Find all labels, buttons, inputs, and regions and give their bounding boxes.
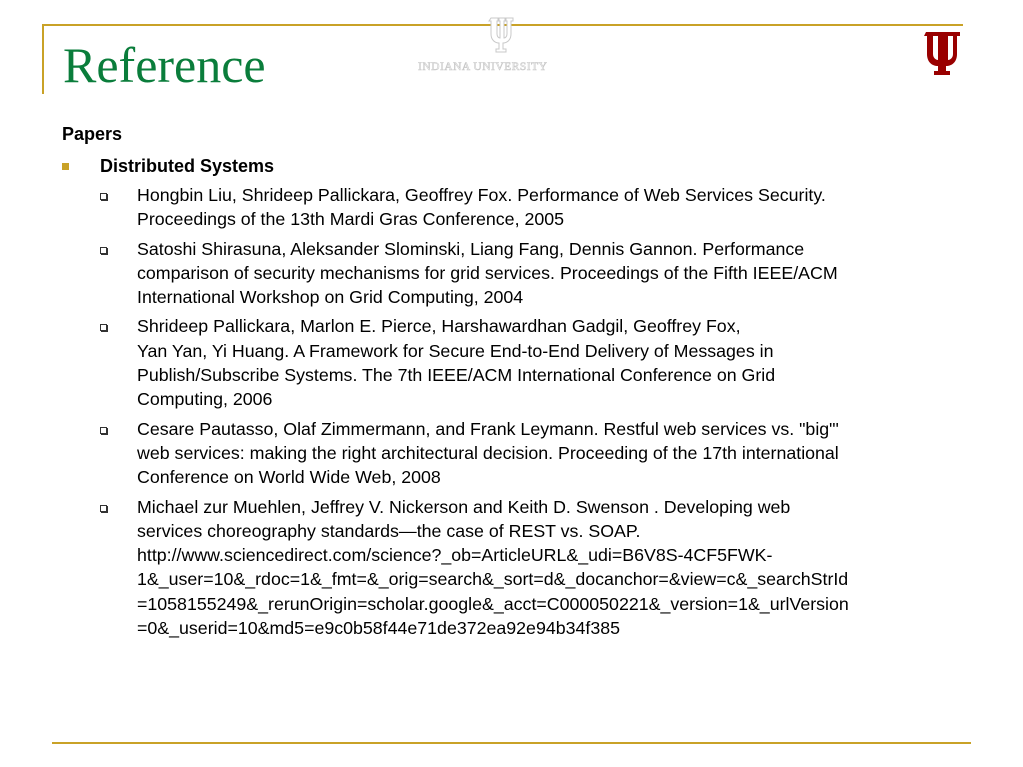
iu-trident-watermark-icon	[487, 16, 519, 54]
category-item	[62, 154, 967, 178]
reference-text: Hongbin Liu, Shrideep Pallickara, Geoffrey Fox. Performance of Web Services Security. Proceedings of the 13th Mardi Gras Conference, 2005	[137, 185, 826, 230]
reference-list	[62, 183, 967, 640]
hollow-square-bullet-icon	[100, 324, 107, 331]
iu-trident-logo-icon	[922, 31, 964, 77]
hollow-square-bullet-icon	[100, 193, 107, 200]
section-title: Papers	[62, 124, 123, 144]
reference-item	[137, 237, 967, 310]
reference-item	[137, 417, 967, 490]
reference-text: Satoshi Shirasuna, Aleksander Slominski, Liang Fang, Dennis Gannon. Performance comparison of security mechanisms for grid services. Proceedings of the Fifth IEEE/ACM International Workshop on Grid Computing, 2004	[137, 238, 838, 308]
university-watermark-text: INDIANA UNIVERSITY	[418, 61, 548, 73]
hollow-square-bullet-icon	[100, 247, 107, 254]
reference-text: Michael zur Muehlen, Jeffrey V. Nickerson and Keith D. Swenson . Developing web services choreography standards—the case of REST vs. SOAP. http://www.sciencedirect.com/science?_ob=ArticleURL&_udi=B6V8S-4CF5FWK- 1&_user=10&_rdoc=1&_fmt=&_orig=search&_sort=d&_docanchor=&view=c&_searchStrId =1058155249&_rerunOrigin=scholar.google&_acct=C000050221&_version=1&_urlVersion =0&_userid=10&md5=e9c0b58f44e71de372ea92e94b34f385	[137, 496, 849, 639]
slide-title: Reference	[63, 37, 266, 93]
left-rule	[42, 24, 44, 94]
bottom-rule	[52, 742, 971, 744]
reference-item	[137, 183, 967, 232]
square-bullet-icon	[62, 163, 69, 170]
reference-item	[137, 495, 967, 641]
hollow-square-bullet-icon	[100, 427, 107, 434]
category-label: Distributed Systems	[100, 156, 275, 176]
reference-text: Shrideep Pallickara, Marlon E. Pierce, Harshawardhan Gadgil, Geoffrey Fox, Yan Yan, Yi Huang. A Framework for Secure End-to-End Delivery of Messages in Publish/Subscribe Systems. The 7th IEEE/ACM International Conference on Grid Computing, 2006	[137, 316, 776, 410]
hollow-square-bullet-icon	[100, 505, 107, 512]
reference-text: Cesare Pautasso, Olaf Zimmermann, and Frank Leymann. Restful web services vs. "big"' web services: making the right architectural decision. Proceeding of the 17th international Conference on World Wide Web, 2008	[137, 418, 839, 488]
reference-item	[137, 314, 967, 411]
slide-body	[62, 122, 967, 645]
